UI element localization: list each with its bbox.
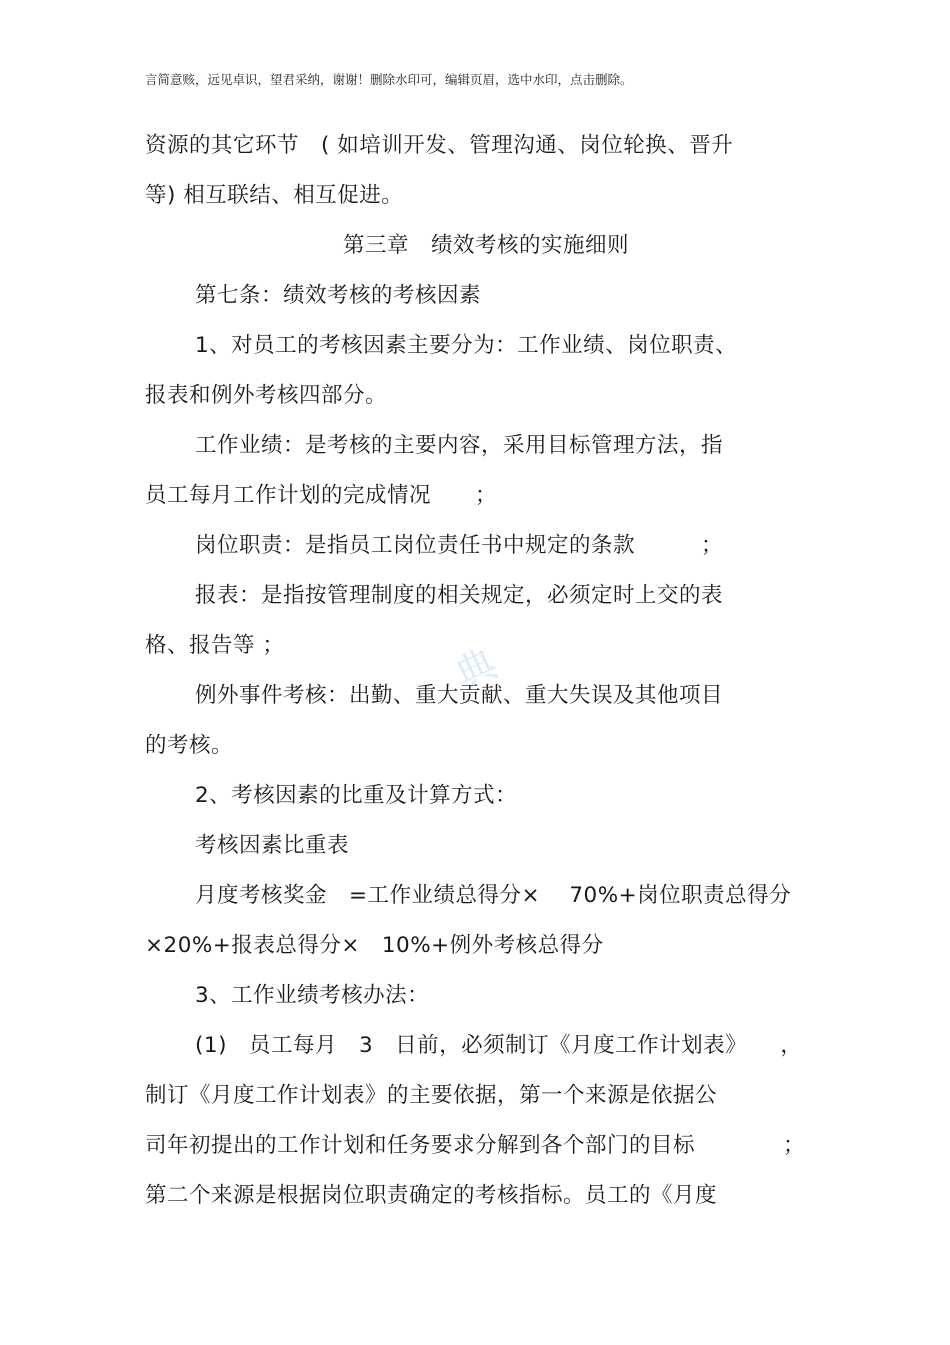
body-line: 3、工作业绩考核办法： (195, 983, 430, 1008)
formula-line: ×20%+报表总得分× 10%+例外考核总得分 (145, 933, 604, 958)
formula-line: 月度考核奖金 =工作业绩总得分× 70%+岗位职责总得分 (195, 883, 792, 908)
body-line: 制订《月度工作计划表》的主要依据，第一个来源是依据公 (145, 1083, 718, 1108)
body-line: 工作业绩：是考核的主要内容，采用目标管理方法，指 (195, 433, 724, 458)
body-line: 员工每月工作计划的完成情况 ； (145, 483, 498, 508)
body-line: 等) 相互联结、相互促进。 (145, 183, 404, 208)
body-line: 资源的其它环节 ( 如培训开发、管理沟通、岗位轮换、晋升 (145, 133, 734, 158)
watermark-icon: 典 (448, 640, 504, 700)
body-line: 例外事件考核：出勤、重大贡献、重大失误及其他项目 (195, 683, 724, 708)
chapter-title: 第三章 绩效考核的实施细则 (343, 233, 630, 258)
article-heading: 第七条：绩效考核的考核因素 (195, 283, 482, 308)
body-line: 1、对员工的考核因素主要分为：工作业绩、岗位职责、 (195, 333, 738, 358)
body-line: 2、考核因素的比重及计算方式： (195, 783, 518, 808)
body-line: (1) 员工每月 3 日前，必须制订《月度工作计划表》 ， (195, 1033, 803, 1058)
body-line: 格、报告等 ； (145, 633, 285, 658)
body-line: 报表：是指按管理制度的相关规定，必须定时上交的表 (195, 583, 724, 608)
body-line: 岗位职责：是指员工岗位责任书中规定的条款 ； (195, 533, 724, 558)
page-header-notice: 言简意赅，远见卓识，望君采纳，谢谢！删除水印可，编辑页眉，选中水印，点击删除。 (145, 72, 633, 87)
body-line: 考核因素比重表 (195, 833, 350, 858)
body-line: 报表和例外考核四部分。 (145, 383, 388, 408)
body-line: 司年初提出的工作计划和任务要求分解到各个部门的目标 ； (145, 1133, 806, 1158)
body-line: 第二个来源是根据岗位职责确定的考核指标。员工的《月度 (145, 1183, 718, 1208)
body-line: 的考核。 (145, 733, 234, 758)
